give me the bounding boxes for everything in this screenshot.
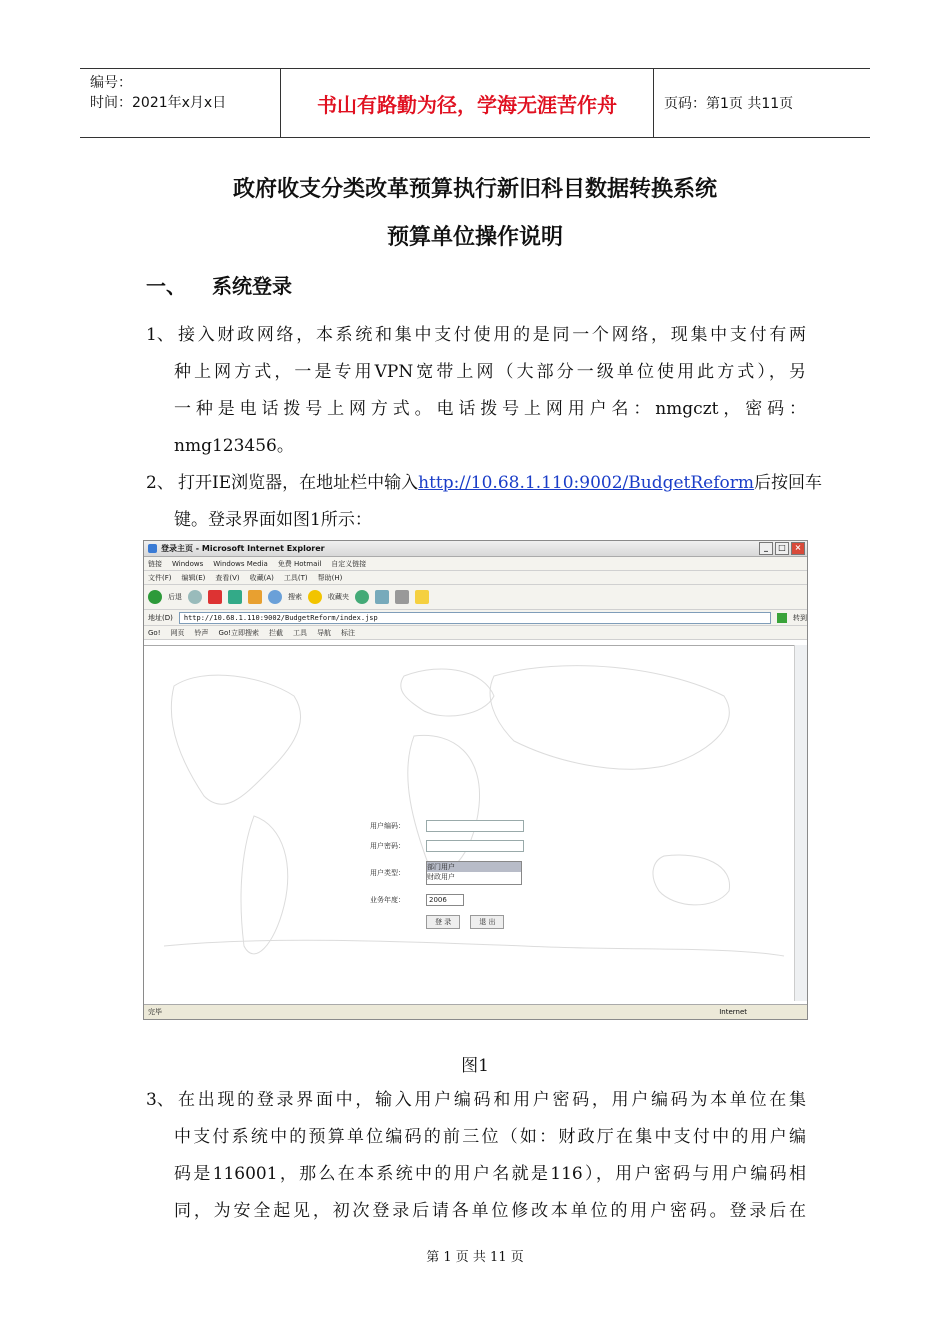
mail-icon[interactable] bbox=[375, 590, 389, 604]
item-line bbox=[146, 465, 822, 502]
status-bar bbox=[144, 1004, 807, 1019]
stop-icon[interactable] bbox=[208, 590, 222, 604]
back-label[interactable]: 后退 bbox=[168, 593, 182, 601]
link-hotmail[interactable]: 免费 Hotmail bbox=[277, 559, 322, 568]
user-code-input[interactable] bbox=[426, 820, 524, 832]
item-line: 键。登录界面如图1所示： bbox=[174, 510, 372, 530]
item-line: nmg123456。 bbox=[174, 436, 294, 456]
menu-bar bbox=[144, 571, 807, 585]
search-now[interactable]: Go!立即搜索 bbox=[218, 628, 260, 637]
refresh-icon[interactable] bbox=[228, 590, 242, 604]
user-type-option[interactable]: 财政用户 bbox=[427, 873, 455, 881]
item-text: 打开IE浏览器，在地址栏中输入 bbox=[178, 473, 419, 493]
doc-title-line1: 政府收支分类改革预算执行新旧科目数据转换系统 bbox=[232, 176, 717, 202]
password-input[interactable] bbox=[426, 840, 524, 852]
list-item-1 bbox=[146, 317, 806, 465]
item-line: 中支付系统中的预算单位编码的前三位（如：财政厅在集中支付中的用户编 bbox=[174, 1127, 806, 1147]
address-label: 地址(D) bbox=[148, 613, 173, 622]
go-button[interactable]: 转到 bbox=[793, 613, 807, 622]
window-controls bbox=[759, 542, 807, 555]
section-heading bbox=[146, 270, 292, 299]
window-title: 登录主页 - Microsoft Internet Explorer bbox=[161, 544, 325, 553]
standard-toolbar bbox=[144, 585, 807, 610]
menu-file[interactable]: 文件(F) bbox=[148, 573, 172, 582]
header-motto: 书山有路勤为径，学海无涯苦作舟 bbox=[281, 69, 654, 137]
user-type-label: 用户类型： bbox=[370, 869, 405, 877]
close-icon[interactable]: × bbox=[791, 542, 805, 555]
login-form bbox=[370, 821, 524, 929]
maximize-icon[interactable]: □ bbox=[775, 542, 789, 555]
search-go[interactable]: Go! bbox=[148, 628, 161, 637]
menu-tools[interactable]: 工具(T) bbox=[283, 573, 308, 582]
search-mark[interactable]: 标注 bbox=[341, 628, 356, 637]
search-toolbar bbox=[144, 626, 807, 640]
menu-edit[interactable]: 编辑(E) bbox=[181, 573, 206, 582]
history-icon[interactable] bbox=[355, 590, 369, 604]
forward-icon[interactable] bbox=[188, 590, 202, 604]
password-label: 用户密码： bbox=[370, 842, 405, 850]
item-line: 在出现的登录界面中，输入用户编码和用户密码，用户编码为本单位在集 bbox=[178, 1090, 806, 1110]
item-number: 3、 bbox=[146, 1090, 174, 1110]
item-line: 码是116001，那么在本系统中的用户名就是116），用户密码与用户编码相 bbox=[174, 1164, 806, 1184]
user-type-option[interactable]: 部门用户 bbox=[427, 862, 521, 872]
status-zone: Internet bbox=[719, 1008, 747, 1016]
window-titlebar bbox=[144, 541, 807, 557]
login-button[interactable]: 登 录 bbox=[426, 915, 460, 929]
time-label: 时间：2021年x月x日 bbox=[90, 95, 227, 111]
address-bar bbox=[144, 610, 807, 626]
page-content bbox=[144, 645, 794, 1002]
page-footer: 第 1 页 共 11 页 bbox=[426, 1250, 524, 1265]
year-label: 业务年度： bbox=[370, 896, 405, 904]
link-windows[interactable]: Windows bbox=[172, 559, 204, 568]
search-tools[interactable]: 工具 bbox=[293, 628, 308, 637]
menu-view[interactable]: 查看(V) bbox=[215, 573, 240, 582]
item-line: 一种是电话拨号上网方式。电话拨号上网用户名：nmgczt，密码： bbox=[174, 399, 806, 419]
print-icon[interactable] bbox=[395, 590, 409, 604]
search-label[interactable]: 搜索 bbox=[288, 593, 302, 601]
link-custom[interactable]: 自定义链接 bbox=[331, 559, 367, 568]
favorites-label[interactable]: 收藏夹 bbox=[328, 593, 349, 601]
year-select[interactable]: 2006 bbox=[426, 894, 464, 906]
go-arrow-icon[interactable] bbox=[777, 613, 787, 623]
link-windows-media[interactable]: Windows Media bbox=[213, 559, 268, 568]
list-item-3 bbox=[146, 1082, 806, 1230]
list-item-2 bbox=[146, 465, 822, 539]
number-label: 编号： bbox=[90, 75, 132, 91]
item-line: 同，为安全起见，初次登录后请各单位修改本单位的用户密码。登录后在 bbox=[174, 1201, 806, 1221]
ie-icon bbox=[148, 544, 157, 553]
status-text: 完毕 bbox=[148, 1008, 162, 1016]
links-bar bbox=[144, 557, 807, 571]
section-number: 一、 bbox=[146, 274, 186, 298]
search-icon[interactable] bbox=[268, 590, 282, 604]
login-screenshot-figure bbox=[143, 540, 808, 1020]
search-ringtone[interactable]: 铃声 bbox=[194, 628, 209, 637]
exit-button[interactable]: 退 出 bbox=[470, 915, 504, 929]
messenger-icon[interactable] bbox=[415, 590, 429, 604]
back-icon[interactable] bbox=[148, 590, 162, 604]
header-page-info: 页码：第1页 共11页 bbox=[664, 96, 794, 112]
section-title: 系统登录 bbox=[212, 274, 292, 298]
item-number: 1、 bbox=[146, 325, 174, 345]
item-line: 接入财政网络，本系统和集中支付使用的是同一个网络，现集中支付有两 bbox=[178, 325, 806, 345]
search-block[interactable]: 拦截 bbox=[269, 628, 284, 637]
item-number: 2、 bbox=[146, 473, 174, 493]
menu-favorites[interactable]: 收藏(A) bbox=[249, 573, 274, 582]
favorites-icon[interactable] bbox=[308, 590, 322, 604]
item-line: 种上网方式，一是专用VPN宽带上网（大部分一级单位使用此方式），另 bbox=[174, 362, 806, 382]
menu-help[interactable]: 帮助(H) bbox=[317, 573, 343, 582]
user-type-listbox[interactable] bbox=[426, 861, 522, 885]
page-header bbox=[80, 68, 870, 138]
item-text: 后按回车 bbox=[754, 473, 822, 493]
home-icon[interactable] bbox=[248, 590, 262, 604]
header-meta bbox=[80, 69, 281, 137]
search-web[interactable]: 网页 bbox=[170, 628, 185, 637]
minimize-icon[interactable]: _ bbox=[759, 542, 773, 555]
figure-caption: 图1 bbox=[461, 1056, 489, 1076]
search-nav[interactable]: 导航 bbox=[317, 628, 332, 637]
user-code-label: 用户编码： bbox=[370, 822, 405, 830]
url-link[interactable]: http://10.68.1.110:9002/BudgetReform bbox=[418, 473, 754, 493]
address-input[interactable]: http://10.68.1.110:9002/BudgetReform/index.jsp bbox=[179, 612, 771, 624]
vertical-scrollbar[interactable] bbox=[794, 645, 807, 1001]
links-label: 链接 bbox=[148, 559, 162, 568]
doc-title-line2: 预算单位操作说明 bbox=[386, 224, 563, 250]
